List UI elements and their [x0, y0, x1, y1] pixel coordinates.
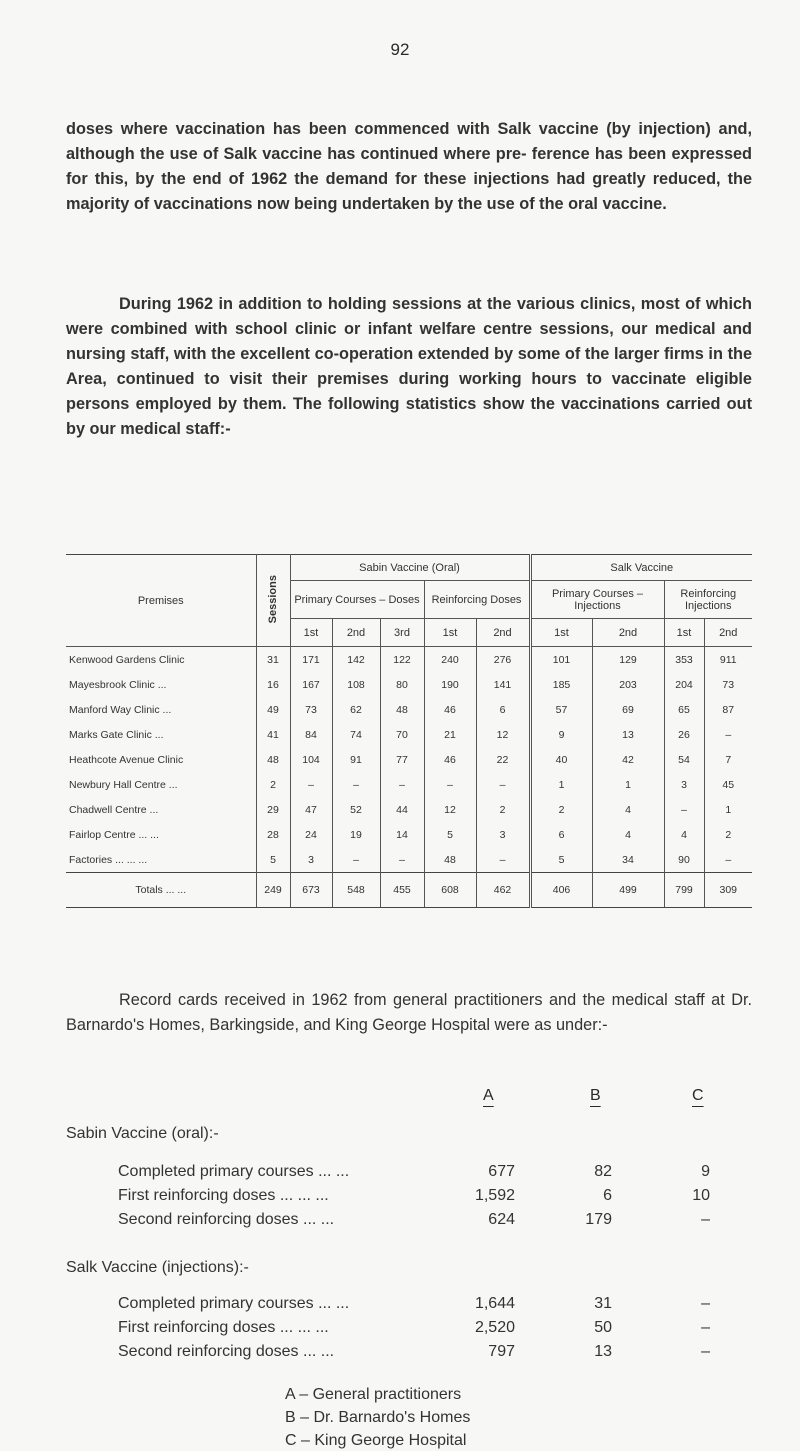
table-cell: 6	[530, 822, 592, 847]
table-cell: 5	[424, 822, 476, 847]
table-row	[66, 672, 752, 697]
table-cell: 70	[380, 722, 424, 747]
table-cell: 5	[256, 847, 290, 873]
salk-header: Salk Vaccine	[530, 555, 752, 581]
table-cell: 171	[290, 647, 332, 673]
table-cell: 9	[530, 722, 592, 747]
table-cell: 4	[664, 822, 704, 847]
table-cell: 73	[290, 697, 332, 722]
subheader: 1st	[424, 619, 476, 647]
table-cell: –	[476, 772, 530, 797]
table-cell: 353	[664, 647, 704, 673]
table-cell: 455	[380, 873, 424, 908]
table-cell: 911	[704, 647, 752, 673]
table-cell: 54	[664, 747, 704, 772]
table-cell: 87	[704, 697, 752, 722]
subheader: 3rd	[380, 619, 424, 647]
paragraph-intro: doses where vaccination has been commenced with Salk vaccine (by injection) and, although the use of Salk vaccine has continued where pre- ference has been expressed for this, by the end of 1962 the demand for these injections had greatly reduced, the majority of vaccinations now being undertaken by the use of the oral vaccine.	[66, 120, 752, 213]
record-b: 82	[594, 1163, 612, 1180]
table-cell: 5	[530, 847, 592, 873]
table-row	[66, 747, 752, 772]
premises-cell: Kenwood Gardens Clinic	[69, 653, 185, 666]
record-c: 10	[692, 1187, 710, 1204]
paragraph-sessions: During 1962 in addition to holding sessions at the various clinics, most of which were combined with school clinic or infant welfare centre sessions, our medical and nursing staff, with the excellent co-operation extended by some of the larger firms in the Area, continued to visit their premises during working hours to vaccinate eligible persons employed by them. The following statistics show the vaccinations carried out by our medical staff:-	[66, 295, 752, 438]
premises-cell: Heathcote Avenue Clinic	[69, 753, 184, 766]
record-c: –	[701, 1343, 710, 1360]
record-a: 677	[488, 1163, 515, 1180]
table-cell: 41	[256, 722, 290, 747]
table-cell: 3	[476, 822, 530, 847]
table-cell: 2	[476, 797, 530, 822]
table-cell: 22	[476, 747, 530, 772]
table-cell: 21	[424, 722, 476, 747]
table-cell: 84	[290, 722, 332, 747]
table-cell: 129	[592, 647, 664, 673]
table-cell: 24	[290, 822, 332, 847]
table-cell: –	[332, 772, 380, 797]
table-row	[66, 697, 752, 722]
table-cell: 799	[664, 873, 704, 908]
table-cell: 74	[332, 722, 380, 747]
table-row	[66, 772, 752, 797]
premises-cell: Fairlop Centre ... ...	[69, 828, 159, 841]
table-cell: 46	[424, 697, 476, 722]
table-cell: –	[476, 847, 530, 873]
table-cell: 42	[592, 747, 664, 772]
sabin-reinforcing-header: Reinforcing Doses	[424, 581, 530, 619]
table-cell: –	[290, 772, 332, 797]
table-row	[66, 822, 752, 847]
table-cell: 185	[530, 672, 592, 697]
table-row	[66, 647, 752, 673]
table-cell: 91	[332, 747, 380, 772]
table-cell: –	[380, 847, 424, 873]
sabin-primary-header: Primary Courses – Doses	[290, 581, 424, 619]
table-cell: –	[332, 847, 380, 873]
table-cell: 45	[704, 772, 752, 797]
table-cell: 47	[290, 797, 332, 822]
table-cell: 203	[592, 672, 664, 697]
page-number: 92	[390, 40, 410, 59]
table-cell: 34	[592, 847, 664, 873]
table-cell: 608	[424, 873, 476, 908]
table-cell: 77	[380, 747, 424, 772]
column-c-header: C	[692, 1087, 704, 1104]
table-cell: 46	[424, 747, 476, 772]
record-label: Completed primary courses ... ...	[118, 1295, 350, 1312]
table-cell: 276	[476, 647, 530, 673]
table-cell: 204	[664, 672, 704, 697]
table-cell: 26	[664, 722, 704, 747]
premises-cell: Mayesbrook Clinic ...	[69, 678, 167, 691]
record-label: First reinforcing doses ... ... ...	[118, 1319, 329, 1336]
premises-cell: Totals ... ...	[66, 873, 256, 908]
table-cell: –	[664, 797, 704, 822]
record-label: Second reinforcing doses ... ...	[118, 1211, 335, 1228]
table-cell: 309	[704, 873, 752, 908]
table-cell: 499	[592, 873, 664, 908]
table-cell: 4	[592, 822, 664, 847]
table-cell: 2	[704, 822, 752, 847]
table-cell: 31	[256, 647, 290, 673]
table-cell: 3	[290, 847, 332, 873]
table-cell: 101	[530, 647, 592, 673]
table-cell: –	[424, 772, 476, 797]
table-cell: 2	[530, 797, 592, 822]
premises-cell: Chadwell Centre ...	[69, 803, 159, 816]
table-cell: 16	[256, 672, 290, 697]
record-label: First reinforcing doses ... ... ...	[118, 1187, 329, 1204]
table-cell: 548	[332, 873, 380, 908]
table-cell: 142	[332, 647, 380, 673]
record-c: –	[701, 1319, 710, 1336]
table-cell: 40	[530, 747, 592, 772]
table-cell: 13	[592, 722, 664, 747]
table-cell: 12	[476, 722, 530, 747]
table-cell: 2	[256, 772, 290, 797]
salk-reinforcing-header: Reinforcing Injections	[664, 581, 752, 619]
premises-cell: Manford Way Clinic ...	[69, 703, 172, 716]
subheader: 2nd	[476, 619, 530, 647]
table-cell: 62	[332, 697, 380, 722]
table-cell: 122	[380, 647, 424, 673]
record-b: 179	[585, 1211, 612, 1228]
vaccination-table	[66, 554, 752, 908]
sabin-header: Sabin Vaccine (Oral)	[290, 555, 530, 581]
subheader: 2nd	[332, 619, 380, 647]
table-cell: 108	[332, 672, 380, 697]
legend-a: A – General practitioners	[285, 1386, 462, 1403]
table-cell: –	[704, 722, 752, 747]
table-cell: 406	[530, 873, 592, 908]
salk-primary-header: Primary Courses – Injections	[530, 581, 664, 619]
subheader: 1st	[290, 619, 332, 647]
legend-c: C – King George Hospital	[285, 1432, 467, 1449]
table-cell: 141	[476, 672, 530, 697]
table-cell: 44	[380, 797, 424, 822]
table-cell: 673	[290, 873, 332, 908]
column-b-header: B	[590, 1087, 601, 1104]
table-cell: 69	[592, 697, 664, 722]
premises-cell: Newbury Hall Centre ...	[69, 778, 178, 791]
table-cell: 4	[592, 797, 664, 822]
record-label: Second reinforcing doses ... ...	[118, 1343, 335, 1360]
table-cell: 48	[256, 747, 290, 772]
record-a: 1,644	[474, 1295, 515, 1312]
table-cell: 1	[530, 772, 592, 797]
premises-cell: Marks Gate Clinic ...	[69, 728, 164, 741]
table-row	[66, 722, 752, 747]
table-cell: 49	[256, 697, 290, 722]
table-row	[66, 847, 752, 873]
table-cell: 167	[290, 672, 332, 697]
subheader: 1st	[530, 619, 592, 647]
record-b: 13	[594, 1343, 612, 1360]
table-cell: 28	[256, 822, 290, 847]
paragraph-records: Record cards received in 1962 from general practitioners and the medical staff at Dr. Barnardo's Homes, Barkingside, and King George Hospital were as under:-	[66, 991, 752, 1034]
record-a: 2,520	[474, 1319, 515, 1336]
table-cell: 462	[476, 873, 530, 908]
table-cell: 249	[256, 873, 290, 908]
table-cell: 80	[380, 672, 424, 697]
subheader: 2nd	[592, 619, 664, 647]
subheader: 1st	[664, 619, 704, 647]
record-b: 6	[603, 1187, 612, 1204]
table-cell: –	[704, 847, 752, 873]
table-cell: 7	[704, 747, 752, 772]
table-cell: 12	[424, 797, 476, 822]
table-cell: 90	[664, 847, 704, 873]
record-c: –	[701, 1295, 710, 1312]
table-cell: 3	[664, 772, 704, 797]
table-cell: 73	[704, 672, 752, 697]
record-b: 50	[594, 1319, 612, 1336]
table-cell: 57	[530, 697, 592, 722]
premises-header: Premises	[137, 594, 184, 607]
premises-cell: Factories ... ... ...	[69, 853, 148, 866]
record-b: 31	[594, 1295, 612, 1312]
table-cell: 104	[290, 747, 332, 772]
table-cell: 29	[256, 797, 290, 822]
record-a: 1,592	[474, 1187, 515, 1204]
table-cell: –	[380, 772, 424, 797]
record-c: –	[701, 1211, 710, 1228]
table-cell: 65	[664, 697, 704, 722]
subheader: 2nd	[704, 619, 752, 647]
record-label: Completed primary courses ... ...	[118, 1163, 350, 1180]
table-cell: 19	[332, 822, 380, 847]
legend-b: B – Dr. Barnardo's Homes	[285, 1409, 471, 1426]
record-a: 624	[488, 1211, 515, 1228]
table-row	[66, 797, 752, 822]
record-c: 9	[701, 1163, 710, 1180]
table-cell: 6	[476, 697, 530, 722]
sessions-header: Sessions	[256, 555, 290, 647]
table-cell: 52	[332, 797, 380, 822]
table-cell: 1	[704, 797, 752, 822]
column-a-header: A	[483, 1087, 494, 1104]
table-cell: 48	[424, 847, 476, 873]
table-cell: 14	[380, 822, 424, 847]
record-a: 797	[488, 1343, 515, 1360]
table-row	[66, 873, 752, 908]
table-cell: 190	[424, 672, 476, 697]
table-cell: 48	[380, 697, 424, 722]
sabin-records-title: Sabin Vaccine (oral):-	[66, 1125, 219, 1142]
salk-records-title: Salk Vaccine (injections):-	[66, 1259, 249, 1276]
table-cell: 240	[424, 647, 476, 673]
table-cell: 1	[592, 772, 664, 797]
